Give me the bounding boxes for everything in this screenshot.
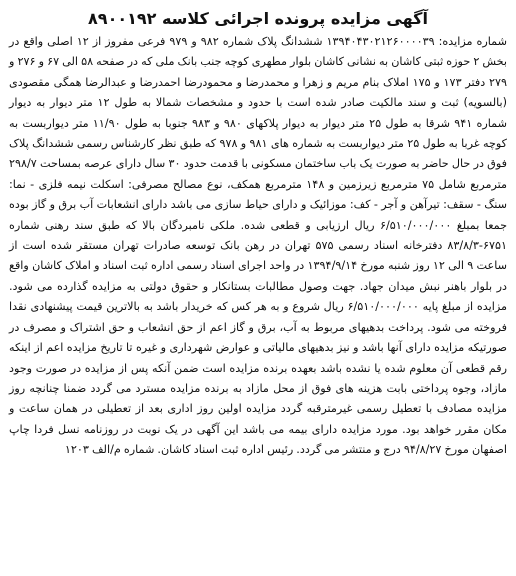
notice-title: آگهی مزایده پرونده اجرائی کلاسه ۸۹۰۰۱۹۲ (88, 9, 428, 28)
notice-body: شماره مزایده: ۱۳۹۴۰۴۳۰۲۱۲۶۰۰۰۰۳۹ ششدانگ پلاک شماره ۹۸۲ و ۹۷۹ فرعی مفروز از ۱۲ اصلی واقع در بخش ۲ حوزه ثبتی کاشان به نشانی کاشان بلوار مطهری کوچه جنب بانک ملی که در صفحه ۵۸ الی ۶۷ و ۲۷۶ و ۲۷۹ دفتر ۱۷۳ و ۱۷۵ املاک بنام مریم و زهرا و محمدرضا و محمودرضا احمدرضا و عبدالرضا همگی مقصودی (بالسویه) ثبت و سند مالکیت صادر شده است با حدود و مشخصات شمالا به طول ۱۲ متر دیوار به دیوار شماره ۹۴۱ شرقا به طول ۲۵ متر دیوار به دیوار پلاکهای ۹۸۰ و ۹۸۳ جنوبا به طول ۱۱/۹۰ متر دیواربست به کوچه غربا به طول ۲۵ متر دیواربست به شماره های ۹۸۱ و ۹۷۸ که طبق نظر کارشناس رسمی ششدانگ پلاک فوق در حال حاضر به صورت یک باب ساختمان مسکونی با قدمت حدود ۳۰ سال دارای عرصه بمساحت ۲۹۸/۷ مترمربع شامل ۷۵ مترمربع زیرزمین و ۱۴۸ مترمربع همکف، نوع مصالح مصرفی: اسکلت نیمه فلزی - نما: سنگ - سقف: تیرآهن و آجر - کف: موزائیک و دارای حیاط سازی می باشد دارای انشعابات آب برق و گاز بوده جمعا بمبلغ ۶/۵۱۰/۰۰۰/۰۰۰ ریال ارزیابی و قطعی شده. ملکی نامبردگان بالا که طبق سند رهنی شماره ۶۷۵۱-۸۳/۸/۳ دفترخانه اسناد رسمی ۵۷۵ تهران در رهن بانک توسعه صادرات تهران مستقر شده است از ساعت ۹ الی ۱۲ روز شنبه مورخ ۱۳۹۴/۹/۱۴ در واحد اجرای اسناد رسمی اداره ثبت اسناد و املاک کاشان واقع در بلوار باهنر نبش میدان جهاد. جهت وصول مطالبات بستانکار و حقوق دولتی به مزایده گذارده می شود. مزایده از مبلغ پایه ۶/۵۱۰/۰۰۰/۰۰۰ ریال شروع و به هر کس که خریدار باشد به بالاترین قیمت پیشنهادی نقدا فروخته می شود. پرداخت بدهیهای مربوط به آب، برق و گاز اعم از حق انشعاب و حق اشتراک و مصرف در صورتیکه مزایده دارای آنها باشد و نیز بدهیهای مالیاتی و عوارض شهرداری و غیره تا تاریخ مزایده اعم از اینکه رقم قطعی آن معلوم شده یا نشده باشد بعهده برنده مزایده است ضمن آنکه پس از مزایده در صورت وجود مازاد، وجوه پرداختی بابت هزینه های فوق از محل مازاد به برنده مزایده مسترد می گردد ضمنا چنانچه روز مزایده مصادف با تعطیل رسمی غیرمترقبه گردد مزایده اولین روز اداری بعد از تعطیلی در همان ساعت و مکان مقرر خواهد بود. مورد مزایده دارای بیمه می باشد این آگهی در یک نوبت در روزنامه نسل فردا چاپ اصفهان مورخ ۹۴/۸/۲۷ درج و منتشر می گردد. رئیس اداره ثبت اسناد کاشان. شماره م/الف ۱۲۰۳ (9, 35, 507, 457)
